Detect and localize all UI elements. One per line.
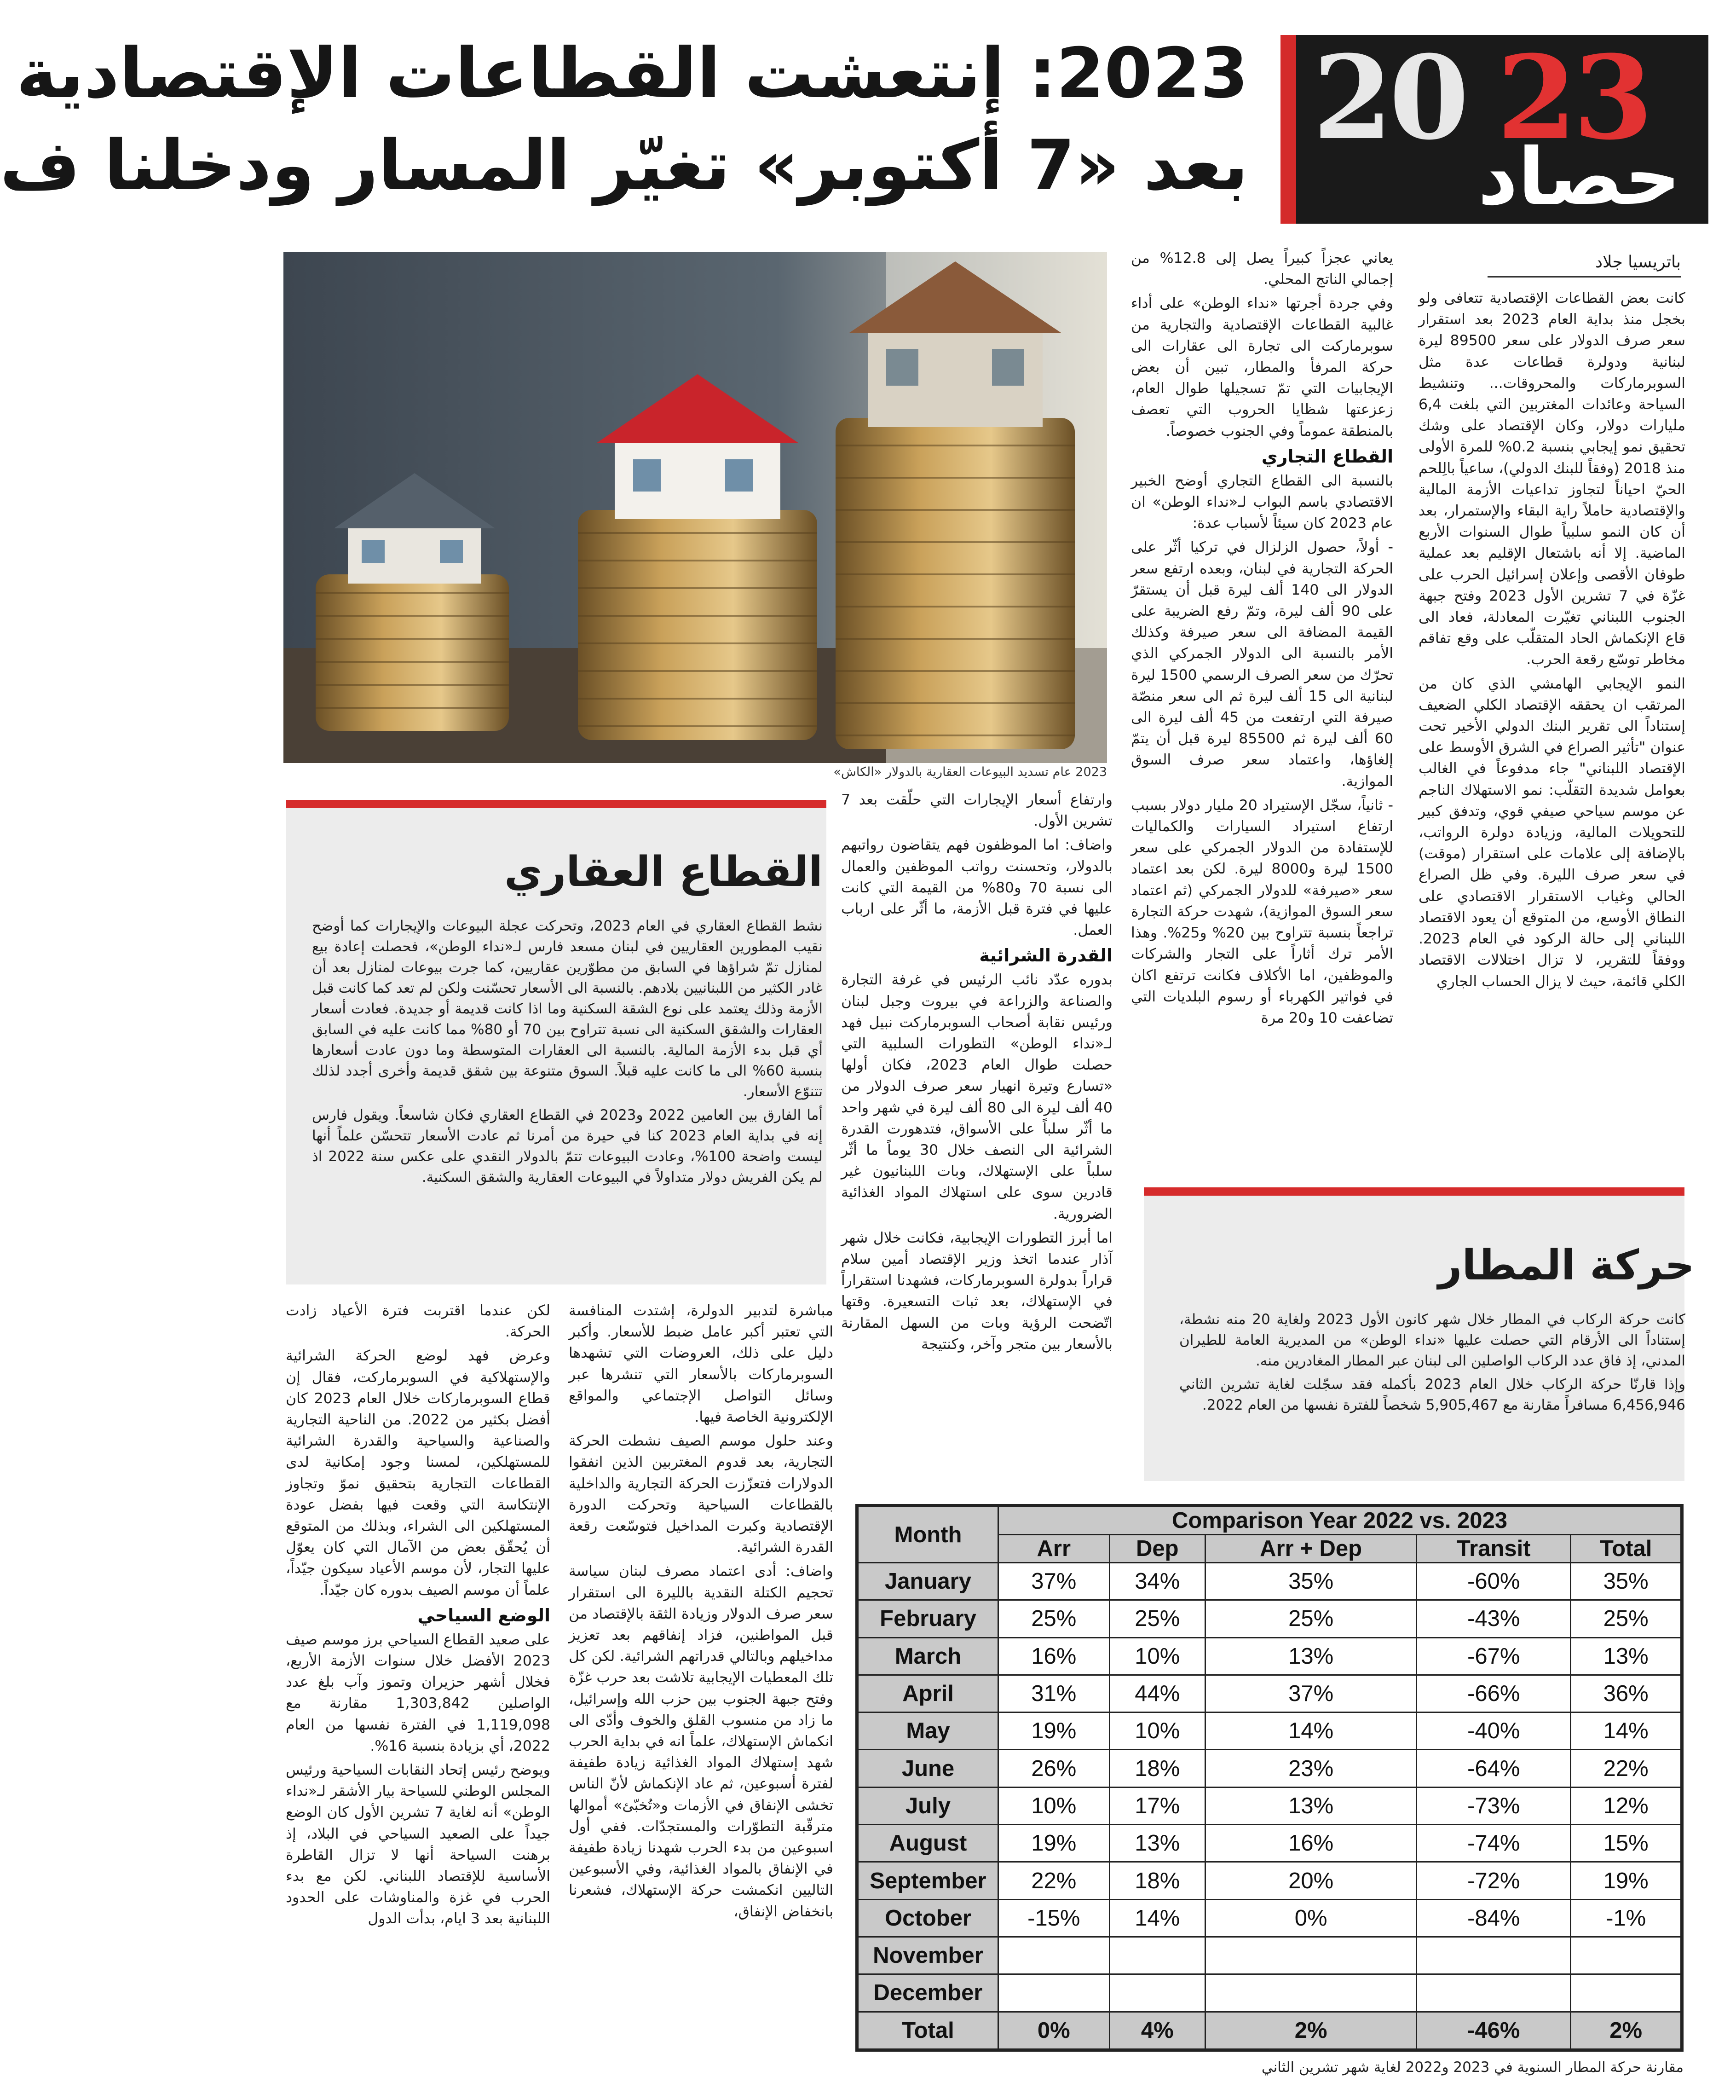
table-row xyxy=(858,1600,1681,1637)
col-header-dep: Dep xyxy=(1109,1535,1205,1563)
table-cell-dep: 4% xyxy=(1109,2012,1205,2049)
airport-body xyxy=(1179,1309,1685,1418)
subhead-trade-sector: القطاع التجاري xyxy=(1261,446,1393,467)
table-cell-transit xyxy=(1417,1937,1571,1974)
table-body xyxy=(858,1563,1681,2049)
table-row xyxy=(858,1787,1681,1824)
table-cell-arr: 26% xyxy=(998,1750,1110,1787)
houses-coins-illustration xyxy=(283,252,1107,763)
table-cell-arrdep: 14% xyxy=(1205,1712,1417,1750)
table-cell-arrdep: 35% xyxy=(1205,1563,1417,1600)
col1-paragraph-1: كانت بعض القطاعات الإقتصادية تتعافى ولو بخجل منذ بداية العام 2023 بعد استقرار سعر صرف الدولار على سعر 89500 ليرة لبنانية ودولرة قطاعات عدة مثل السوبرماركات والمحروقات... وتنشيط السياحة وعائدات المغتربين التي بلغت 6,4 مليارات دولار، وكان الإقتصاد على وشك تحقيق نمو إيجابي بنسبة 0.2% للمرة الأولى منذ 2018 (وفقاً للبنك الدولي)، ساعياً بالِلحم الحيّ احياناً لتجاوز تداعيات الأزمة المالية والإقتصادية حاملاً راية البقاء والإستمرار، بعد أن كان النمو سلبياً طوال السنوات الأربع الماضية. إلا أنه باشتعال الإقليم بعد عملية طوفان الأقصى وإعلان إسرائيل الحرب على غزّة في 7 تشرين الأول 2023 وفتح جبهة الجنوب اللبناني تغيّرت المعادلة، فعاد الى قاع الإنكماش الحاد المتقلّب على وقع تفاقم مخاطر توسّع رقعة الحرب. xyxy=(1419,290,1686,668)
col2-paragraph-4: - أولاً، حصول الزلزال في تركيا أثّر على الحركة التجارية في لبنان، وبعده ارتفع سعر الدولار الى 140 ألف ليرة قبل أن يستقرّ على 90 ألف ليرة، وتمّ رفع الضريبة على القيمة المضافة الى سعر صيرفة وكذلك الأمر بالنسبة الى الدولار الجمركي الذي تحرّك من سعر الصرف الرسمي 1500 ليرة لبنانية الى 15 ألف ليرة ثم الى سعر منصّة صيرفة التي ارتفعت من 45 ألف ليرة الى 60 ألف ليرة ثم 85500 ليرة قبل أن يتمّ إلغاؤها، واعتماد سعر صرف السوق الموازية. xyxy=(1131,539,1394,790)
lower-middle-paragraph-1: مباشرة لتدبير الدولرة، إشتدت المنافسة التي تعتبر أكبر عامل ضبط للأسعار. وأكبر دليل على ذلك، العروضات التي تشهدها السوبرماركات بالأسعار التي تنشرها عبر وسائل التواصل الإجتماعي والمواقع الإلكترونية الخاصة فيها. xyxy=(569,1302,833,1426)
airport-red-bar xyxy=(1144,1187,1684,1196)
col-header-total: Total xyxy=(1571,1535,1681,1563)
table-cell-month: Total xyxy=(858,2012,998,2049)
table-cell-transit: -73% xyxy=(1417,1787,1571,1824)
col3-paragraph-2: واضاف: اما الموظفون فهم يتقاضون رواتبهم بالدولار، وتحسنت رواتب الموظفين والعمال الى نسبة 70 و80% من القيمة التي كانت عليها في فترة قبل الأزمة، ما أثّر على ارباب العمل. xyxy=(841,837,1113,939)
col-header-arr-dep: Arr + Dep xyxy=(1205,1535,1417,1563)
table-cell-total: 19% xyxy=(1571,1862,1681,1899)
table-cell-transit: -43% xyxy=(1417,1600,1571,1637)
logo-year-part2: 23 xyxy=(1497,30,1649,165)
lower-left-paragraph-2: وعرض فهد لوضع الحركة الشرائية والإستهلاكية في السوبرماركت، فقال إن قطاع السوبرماركات خلال العام 2023 كان أفضل بكثير من 2022. من الناحية التجارية والصناعية والسياحية والقدرة الشرائية للمستهلكين، لمسنا وجود إمكانية لدى القطاعات التجارية بتحقيق نموّ وتجاوز الإنتكاسة التي وقعت فيها بفضل عودة المستهلكين الى الشراء، وبذلك من المتوقع أن يُحقّق بعض من الآمال التي كان يعوّل عليها التجار، لأن موسم الأعياد سيكون جيّداً، علماً أن موسم الصيف بدوره كان جيّداً. xyxy=(286,1348,550,1598)
table-cell-arrdep xyxy=(1205,1974,1417,2012)
table-cell-dep: 34% xyxy=(1109,1563,1205,1600)
table-cell-month: April xyxy=(858,1675,998,1712)
table-cell-transit: -64% xyxy=(1417,1750,1571,1787)
byline: باتريسيا جلاد xyxy=(1595,253,1681,272)
headline-line-1: 2023: إنتعشت القطاعات الإقتصادية xyxy=(16,34,1248,114)
table-cell-arr: 25% xyxy=(998,1600,1110,1637)
table-cell-dep: 17% xyxy=(1109,1787,1205,1824)
table-row xyxy=(858,1825,1681,1862)
table-cell-total: 2% xyxy=(1571,2012,1681,2049)
table-cell-arr: 37% xyxy=(998,1563,1110,1600)
column-lower-left xyxy=(286,1300,550,2087)
table-cell-dep xyxy=(1109,1974,1205,2012)
logo-word: حصاد xyxy=(1477,132,1681,223)
subhead-purchasing-power: القدرة الشرائية xyxy=(979,945,1113,966)
table-cell-transit: -84% xyxy=(1417,1899,1571,1937)
table-cell-arrdep: 2% xyxy=(1205,2012,1417,2049)
table-cell-transit xyxy=(1417,1974,1571,2012)
table-cell-arr: 10% xyxy=(998,1787,1110,1824)
table-cell-dep: 18% xyxy=(1109,1862,1205,1899)
table-row xyxy=(858,1974,1681,2012)
byline-rule xyxy=(1488,276,1681,278)
table-cell-total: 25% xyxy=(1571,1600,1681,1637)
col1-paragraph-2: النمو الإيجابي الهامشي الذي كان من المرتقب ان يحققه الإقتصاد الكلي الضعيف إستناداً الى تقرير البنك الدولي الأخير تحت عنوان "تأثير الصراع في الشرق الأوسط على الإقتصاد اللبناني" جاء مدفوعاً في الغالب بعوامل شديدة التقلّب: نمو الاستهلاك الناجم عن موسم سياحي صيفي قوي، وتدفق كبير للتحويلات المالية، وزيادة دولرة الرواتب، بالإضافة إلى علامات على استقرار (موقت) في سعر صرف الليرة. وفي ظل الصراع الحالي وغياب الاستقرار الاقتصادي على النطاق الأوسع، من المتوقع أن يعود الاقتصاد اللبناني إلى حالة الركود في العام 2023. ووفقاً للتقرير، لا تزال اختلالات الاقتصاد الكلي قائمة، حيث لا يزال الحساب الجاري xyxy=(1419,675,1685,990)
table-cell-arrdep: 13% xyxy=(1205,1637,1417,1675)
table-cell-month: December xyxy=(858,1974,998,2012)
table-cell-total: 36% xyxy=(1571,1675,1681,1712)
table-row xyxy=(858,1899,1681,1937)
lower-left-paragraph-3: على صعيد القطاع السياحي برز موسم صيف 2023 الأفضل خلال سنوات الأزمة الأربع، فخلال أشهر حزيران وتموز وآب بلغ عدد الواصلين 1,303,842 مقارنة مع 1,119,098 في الفترة نفسها من العام 2022، أي بزيادة بنسبة 16%. xyxy=(286,1631,551,1754)
column-2 xyxy=(1131,248,1393,1214)
table-cell-arrdep: 23% xyxy=(1205,1750,1417,1787)
table-cell-dep: 10% xyxy=(1109,1712,1205,1750)
table-cell-arr xyxy=(998,1974,1110,2012)
table-cell-total: -1% xyxy=(1571,1899,1681,1937)
real-estate-red-bar xyxy=(286,800,826,808)
table-cell-dep xyxy=(1109,1937,1205,1974)
harvest-logo xyxy=(1280,30,1708,224)
column-1 xyxy=(1419,288,1685,1208)
table-caption: مقارنة حركة المطار السنوية في 2023 و2022 لغاية شهر تشرين الثاني xyxy=(1261,2059,1684,2076)
col2-paragraph-2: وفي جردة أجرتها «نداء الوطن» على أداء غالبية القطاعات الإقتصادية والتجارية من سوبرماركت الى تجارة الى عقارات الى حركة المرفأ والمطار، تبين أن بعض الإيجابيات التي تمّ تسجيلها طوال العام، زعزعتها شظايا الحروب التي تعصف بالمنطقة عموماً وفي الجنوب خصوصاً. xyxy=(1131,295,1393,440)
table-cell-arr: 0% xyxy=(998,2012,1110,2049)
comparison-table xyxy=(857,1506,1682,2050)
subhead-tourism: الوضع السياحي xyxy=(417,1605,550,1626)
col3-paragraph-1: وارتفاع أسعار الإيجارات التي حلّقت بعد 7 تشرين الأول. xyxy=(841,792,1113,830)
month-header: Month xyxy=(858,1507,998,1563)
table-cell-arr: 31% xyxy=(998,1675,1110,1712)
table-cell-arr: -15% xyxy=(998,1899,1110,1937)
table-row xyxy=(858,1937,1681,1974)
col2-paragraph-5: - ثانياً، سجّل الإستيراد 20 مليار دولار بسبب ارتفاع استيراد السيارات والكماليات للإستفادة من الدولار الجمركي على سعر 1500 ليرة و8000 ليرة. لكن بعد اعتماد سعر «صيرفة» للدولار الجمركي (ثم اعتماد سعر السوق الموازية)، شهدت حركة التجارة تراجعاً بنسبة تتراوح بين 20% و25%. وهذا الأمر ترك أثاراً على التجار والشركات والموظفين، اما الأكلاف فكانت ترتفع اكان في فواتير الكهرباء أو رسوم البلديات التي تضاعفت 10 و20 مرة xyxy=(1131,797,1394,1026)
table-cell-arrdep: 25% xyxy=(1205,1600,1417,1637)
table-cell-dep: 18% xyxy=(1109,1750,1205,1787)
table-cell-total: 22% xyxy=(1571,1750,1681,1787)
table-cell-transit: -46% xyxy=(1417,2012,1571,2049)
table-cell-dep: 44% xyxy=(1109,1675,1205,1712)
table-cell-arrdep: 0% xyxy=(1205,1899,1417,1937)
table-cell-total: 13% xyxy=(1571,1637,1681,1675)
table-cell-arr: 19% xyxy=(998,1712,1110,1750)
real-estate-paragraph-1: نشط القطاع العقاري في العام 2023، وتحركت عجلة البيوعات والإيجارات كما أوضح نقيب المطورين العقاريين في لبنان مسعد فارس لـ«نداء الوطن»، فحصلت إعادة بيع لمنازل تمّ شراؤها في السابق من مطوّرين عقاريين، كما جرت بيوعات لمنازل بعد أن غادر الكثير من اللبنانيين بلادهم. بالنسبة الى الأسعار تحسّنت ولكن لم تعد كما كانت قبل الأزمة وذلك يعتمد على نوع الشقة السكنية وما اذا كانت قديمة أو جديدة. فعادت أسعار العقارات والشقق السكنية الى نسبة تتراوح بين 70 أو 80% مما كانت عليه في السابق أي قبل بدء الأزمة المالية. بالنسبة الى العقارات المتوسطة وما دون عادت أسعارها بنسبة 60% الى ما كانت عليه قبلاً. السوق متنوعة بين شقق قديمة وأخرى أجدد لذلك تتنوّع الأسعار. xyxy=(312,918,823,1100)
column-3 xyxy=(841,789,1113,1353)
table-cell-total: 14% xyxy=(1571,1712,1681,1750)
lower-middle-paragraph-3: واضاف: أدى اعتماد مصرف لبنان سياسة تحجيم الكتلة النقدية بالليرة الى استقرار سعر صرف الدولار وزيادة الثقة بالإقتصاد من قبل المواطنين، فزاد إنفاقهم بعد تعزيز مداخيلهم وبالتالي قدراتهم الشرائية. لكن كل تلك المعطيات الإيجابية تلاشت بعد حرب غزّة وفتح جبهة الجنوب بين حزب الله وإسرائيل، ما زاد من منسوب القلق والخوف وأدّى الى انكماش الإستهلاك، علماً انه في بداية الحرب شهد إستهلاك المواد الغذائية زيادة طفيفة لفترة أسبوعين، ثم عاد الإنكماش لأنّ الناس تخشى الإنفاق في الأزمات و«تُخبّئ» أموالها مترقّبة التطوّرات والمستجدّات. ففي أول اسبوعين من بدء الحرب شهدنا زيادة طفيفة في الإنفاق بالمواد الغذائية، وفي الأسبوعين التاليين انكمشت حركة الإستهلاك، فشعرنا بانخفاض الإنفاق، xyxy=(569,1563,833,1920)
airport-comparison-table xyxy=(855,1504,1684,2052)
table-cell-month: August xyxy=(858,1825,998,1862)
lower-middle-paragraph-2: وعند حلول موسم الصيف نشطت الحركة التجارية، بعد قدوم المغتربين الذين انفقوا الدولارات فتعزّزت الحركة التجارية والداخلية بالقطاعات السياحية وتحركت الدورة الإقتصادية وكبرت المداخيل فتوسّعت رقعة القدرة الشرائية. xyxy=(569,1433,833,1556)
table-header-row-1 xyxy=(858,1507,1681,1535)
table-cell-dep: 25% xyxy=(1109,1600,1205,1637)
table-cell-arrdep: 20% xyxy=(1205,1862,1417,1899)
photo-caption: 2023 عام تسديد البيوعات العقارية بالدولار «الكاش» xyxy=(833,765,1107,779)
table-cell-arrdep xyxy=(1205,1937,1417,1974)
table-cell-month: January xyxy=(858,1563,998,1600)
col2-paragraph-1: يعاني عجزاً كبيراً يصل إلى 12.8% من إجمالي الناتج المحلي. xyxy=(1131,250,1394,288)
col3-paragraph-4: اما أبرز التطورات الإيجابية، فكانت خلال شهر آذار عندما اتخذ وزير الإقتصاد أمين سلام قراراً بدولرة السوبرماركات، فشهدنا استقراراً في الإستهلاك، بعد ثبات التسعيرة. وقتها اتّضحت الرؤية وبات من السهل المقارنة بالأسعار بين متجر وآخر، وكنتيجة xyxy=(841,1229,1113,1353)
table-cell-arrdep: 37% xyxy=(1205,1675,1417,1712)
table-cell-arrdep: 16% xyxy=(1205,1825,1417,1862)
lower-left-paragraph-1: لكن عندما اقتربت فترة الأعياد زادت الحركة. xyxy=(286,1302,550,1341)
table-title: Comparison Year 2022 vs. 2023 xyxy=(998,1507,1681,1535)
table-cell-transit: -74% xyxy=(1417,1825,1571,1862)
airport-paragraph-2: وإذا قارنّا حركة الركاب خلال العام 2023 بأكمله فقد سجّلت لغاية تشرين الثاني 6,456,946 مسافراً مقارنة مع 5,905,467 شخصاً للفترة نفسها من العام 2022. xyxy=(1179,1376,1685,1413)
col-header-transit: Transit xyxy=(1417,1535,1571,1563)
logo-red-bar xyxy=(1280,35,1296,224)
real-estate-title: القطاع العقاري xyxy=(504,848,823,896)
table-cell-month: March xyxy=(858,1637,998,1675)
table-cell-total: 35% xyxy=(1571,1563,1681,1600)
headline-line-2: بعد «7 أكتوبر» تغيّر المسار ودخلنا ف xyxy=(0,126,1248,206)
coin-stack-right xyxy=(836,418,1075,749)
table-cell-total xyxy=(1571,1937,1681,1974)
table-cell-transit: -60% xyxy=(1417,1563,1571,1600)
logo-year-part1: 20 xyxy=(1313,30,1465,165)
table-cell-transit: -66% xyxy=(1417,1675,1571,1712)
table-cell-month: September xyxy=(858,1862,998,1899)
table-cell-month: June xyxy=(858,1750,998,1787)
table-cell-total: 12% xyxy=(1571,1787,1681,1824)
lower-left-paragraph-4: ويوضح رئيس إتحاد النقابات السياحية ورئيس المجلس الوطني للسياحة بيار الأشقر لـ«نداء الوطن» أنه لغاية 7 تشرين الأول كان الوضع جيداً على الصعيد السياحي في البلاد، إذ برهنت السياحة أنها لا تزال القاطرة الأساسية للإقتصاد اللبناني. لكن مع بدء الحرب في غزة والمناوشات على الحدود اللبنانية بعد 3 ايام، بدأت الدول xyxy=(286,1762,550,1927)
table-cell-month: February xyxy=(858,1600,998,1637)
table-cell-arr: 19% xyxy=(998,1825,1110,1862)
table-row xyxy=(858,1675,1681,1712)
coin-stack-left xyxy=(316,574,509,731)
table-row xyxy=(858,1563,1681,1600)
coin-stack-middle xyxy=(578,510,817,740)
table-cell-month: May xyxy=(858,1712,998,1750)
table-cell-dep: 13% xyxy=(1109,1825,1205,1862)
table-cell-total: 15% xyxy=(1571,1825,1681,1862)
table-cell-dep: 14% xyxy=(1109,1899,1205,1937)
table-cell-arr: 22% xyxy=(998,1862,1110,1899)
table-cell-transit: -40% xyxy=(1417,1712,1571,1750)
col2-paragraph-3: بالنسبة الى القطاع التجاري أوضح الخبير الاقتصادي باسم البواب لـ«نداء الوطن» ان عام 2023 كان سيئاً لأسباب عدة: xyxy=(1131,472,1393,532)
table-row xyxy=(858,2012,1681,2049)
column-lower-middle xyxy=(569,1300,833,2087)
table-cell-transit: -72% xyxy=(1417,1862,1571,1899)
article-photo-houses-on-coins xyxy=(283,252,1107,763)
table-row xyxy=(858,1750,1681,1787)
table-cell-arr: 16% xyxy=(998,1637,1110,1675)
table-cell-month: October xyxy=(858,1899,998,1937)
table-row xyxy=(858,1862,1681,1899)
table-cell-dep: 10% xyxy=(1109,1637,1205,1675)
table-cell-arr xyxy=(998,1937,1110,1974)
table-cell-month: November xyxy=(858,1937,998,1974)
real-estate-paragraph-2: أما الفارق بين العامين 2022 و2023 في القطاع العقاري فكان شاسعاً. ويقول فارس إنه في بداية العام 2023 كنا في حيرة من أمرنا ثم عادت الأسعار تتحسّن علماً أنها ليست واضحة 100%، وعادت البيوعات تتمّ بالدولار النقدي على عكس سنة 2022 اذ لم يكن الفريش دولار متداولاً في البيوعات العقارية والشقق السكنية. xyxy=(312,1107,823,1186)
col-header-arr: Arr xyxy=(998,1535,1110,1563)
table-row xyxy=(858,1712,1681,1750)
table-cell-transit: -67% xyxy=(1417,1637,1571,1675)
table-cell-arrdep: 13% xyxy=(1205,1787,1417,1824)
table-row xyxy=(858,1637,1681,1675)
airport-title: حركة المطار xyxy=(1438,1241,1695,1290)
col3-paragraph-3: بدوره عدّد نائب الرئيس في غرفة التجارة والصناعة والزراعة في بيروت وجبل لبنان ورئيس نقابة أصحاب السوبرماركت نبيل فهد لـ«نداء الوطن» التطورات السلبية التي حصلت طوال العام 2023، فكان أولها «تسارع وتيرة انهيار سعر صرف الدولار من 40 ألف ليرة الى 80 ألف ليرة في شهر واحد ما أثّر سلباً على الأسواق، فتدهورت القدرة الشرائية الى النصف خلال 30 يوماً ما أثّر سلباً على الإستهلاك، وبات اللبنانيون غير قادرين سوى على استهلاك المواد الغذائية الضرورية. xyxy=(841,972,1113,1222)
real-estate-body xyxy=(312,916,823,1191)
table-cell-total xyxy=(1571,1974,1681,2012)
airport-paragraph-1: كانت حركة الركاب في المطار خلال شهر كانون الأول 2023 ولغاية 20 منه نشطة، إستناداً الى الأرقام التي حصلت عليها «نداء الوطن» من المديرية العامة للطيران المدني، إذ فاق عدد الركاب الواصلين الى لبنان عبر المطار المغادرين منه. xyxy=(1179,1311,1685,1369)
table-cell-month: July xyxy=(858,1787,998,1824)
